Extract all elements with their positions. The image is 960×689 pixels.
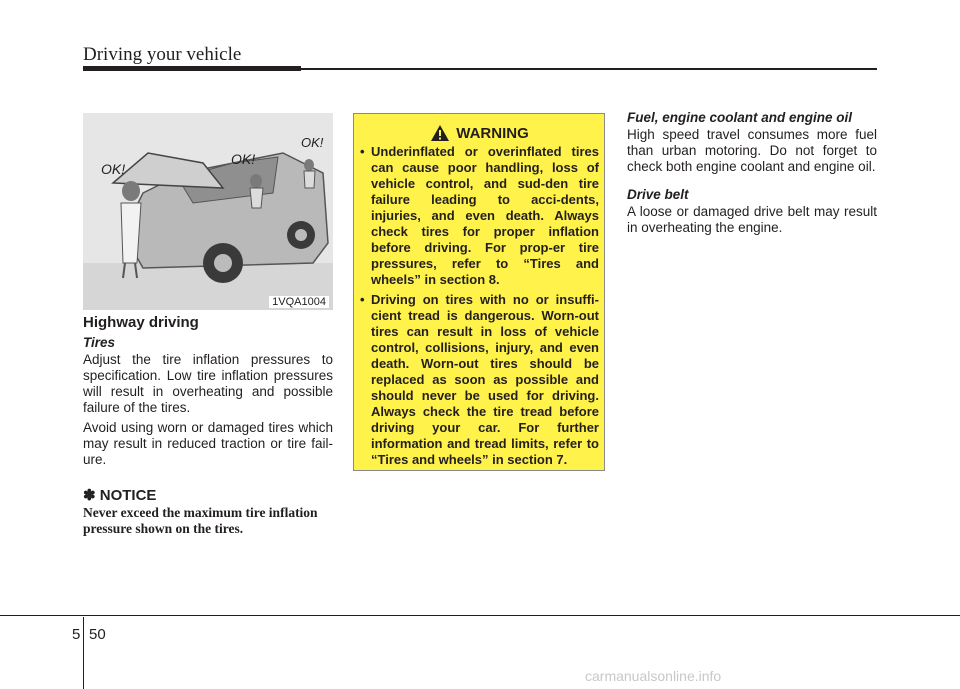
ok-bubble-center: OK!	[231, 151, 256, 167]
drive-belt-subheading: Drive belt	[627, 187, 689, 202]
drive-belt-paragraph: A loose or damaged drive belt may result in overheating the engine.	[627, 204, 877, 235]
bullet-icon: •	[360, 144, 365, 159]
page-number: 50	[89, 626, 106, 643]
footer-divider	[83, 617, 84, 689]
warning-item	[360, 292, 599, 468]
header-rule-thick	[83, 66, 301, 71]
warning-item-text: Driving on tires with no or insuffi-cient tread is dangerous. Worn-out tires can result in loss of vehicle control, collisions, injury, and even death. Worn-out tires should be replaced as soon as possible and should never be used for driving. Always check the tire tread before driving your car. For further information and tread limits, refer to “Tires and wheels” in section 7.	[371, 292, 599, 467]
header-rule-thin	[301, 68, 877, 70]
right-column	[627, 110, 877, 240]
left-column	[83, 314, 333, 537]
notice-heading	[83, 486, 333, 504]
ok-bubble-right: OK!	[301, 135, 324, 150]
notice-text: Never exceed the maximum tire inflation pressure shown on the tires.	[83, 505, 318, 536]
warning-title: WARNING	[456, 124, 529, 142]
fuel-paragraph: High speed travel consumes more fuel than urban motoring. Do not forget to check both engine coolant and engine oil.	[627, 127, 877, 174]
section-title: Driving your vehicle	[83, 44, 242, 65]
car-illustration-drawing	[83, 113, 333, 310]
chapter-number: 5	[72, 626, 81, 643]
watermark: carmanualsonline.info	[585, 668, 722, 684]
warning-item-text: Underinflated or overinflated tires can cause poor handling, loss of vehicle control, and sud-den tire failure leading to acci-dents, injuries, and even death. Always check tires for proper inflation before driving. For prop-er tire pressures, refer to “Tires and wheels” in section 8.	[371, 144, 599, 287]
footer-rule	[0, 615, 960, 616]
ok-bubble-left: OK!	[101, 161, 126, 177]
illustration-code: 1VQA1004	[269, 296, 329, 308]
tires-paragraph-2: Avoid using worn or damaged tires which may result in reduced traction or tire fail-ure.	[83, 420, 333, 467]
warning-header	[360, 124, 599, 142]
fuel-subheading: Fuel, engine coolant and engine oil	[627, 110, 853, 125]
warning-list	[360, 144, 599, 468]
warning-triangle-icon	[430, 124, 450, 142]
notice-symbol-icon: ✽	[83, 487, 96, 504]
tires-paragraph-1: Adjust the tire inflation pressures to specification. Low tire inflation pressures will result in overheating and possible failure of the tires.	[83, 352, 333, 415]
warning-box	[353, 113, 605, 471]
highway-driving-heading: Highway driving	[83, 314, 199, 331]
notice-title: NOTICE	[99, 487, 157, 504]
bullet-icon: •	[360, 292, 365, 307]
tires-subheading: Tires	[83, 335, 116, 350]
car-inspection-illustration	[83, 113, 333, 310]
warning-item	[360, 144, 599, 288]
